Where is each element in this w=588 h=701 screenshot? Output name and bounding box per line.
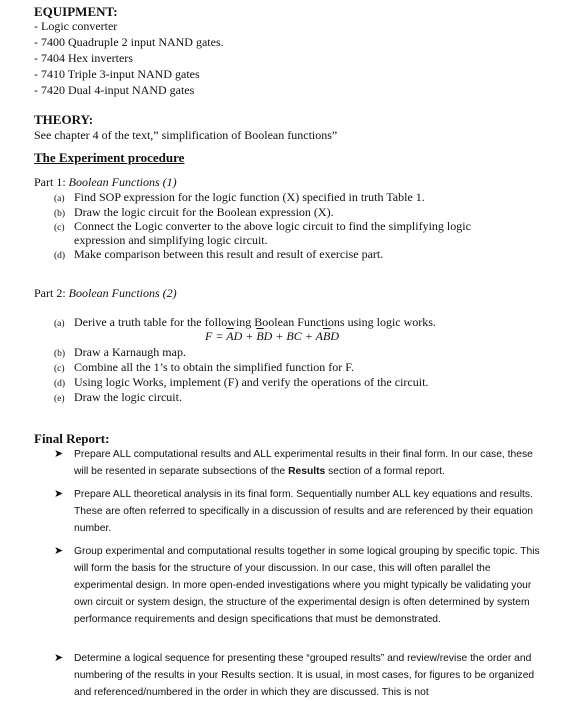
eq-term: $\overline{A}$: [226, 329, 234, 343]
part1-item-b: [54, 205, 334, 220]
eq-term: D: [330, 329, 339, 343]
report-bullet-text: Determine a logical sequence for presenting these “grouped results” and review/revise the order and numbering of the results in your Results section. It is usual, in most cases, for figures to be organized and referenced/numbered in the order in which they are discussed. This is not: [74, 653, 535, 698]
report-bullet-text: Prepare ALL theoretical analysis in its final form. Sequentially number ALL key equations and results. These are often referred to specifically in a discussion of results and are referenced by their equation number.: [74, 489, 534, 534]
equipment-item: - 7420 Dual 4-input NAND gates: [34, 83, 195, 97]
item-text: Draw the logic circuit.: [74, 390, 182, 404]
item-text: Find SOP expression for the logic function (X) specified in truth Table 1.: [74, 190, 425, 204]
item-marker: (a): [54, 319, 65, 329]
equipment-item: - 7400 Quadruple 2 input NAND gates.: [34, 35, 224, 49]
eq-term: $\overline{B}$: [256, 329, 264, 343]
item-text: Combine all the 1’s to obtain the simplified function for F.: [74, 360, 355, 374]
item-text: Derive a truth table for the following Boolean Functions using logic works.: [74, 315, 436, 329]
item-marker: (e): [54, 394, 65, 404]
part1-item-c: [54, 219, 471, 234]
item-marker: (d): [54, 379, 66, 389]
arrow-bullet-icon: ➤: [54, 488, 64, 500]
item-text: Make comparison between this result and result of exercise part.: [74, 247, 384, 261]
item-text: Draw a Karnaugh map.: [74, 345, 186, 359]
part2-item-d: [54, 375, 428, 390]
item-marker: (c): [54, 364, 65, 374]
results-bold: Results: [288, 466, 326, 477]
report-text-part: section of a formal report.: [325, 466, 445, 477]
part2-item-e: [54, 390, 182, 405]
part2-item-a: [54, 315, 436, 330]
boolean-equation: [205, 329, 339, 344]
part2-label: [34, 286, 177, 301]
equipment-heading: EQUIPMENT:: [34, 4, 118, 19]
equipment-item: - Logic converter: [34, 19, 118, 33]
arrow-bullet-icon: ➤: [54, 448, 64, 460]
arrow-bullet-icon: ➤: [54, 545, 64, 557]
eq-term: D + BC + A: [263, 329, 323, 343]
item-marker: (b): [54, 209, 66, 219]
part1-label-text: Part 1:: [34, 175, 66, 189]
equipment-item: - 7410 Triple 3-input NAND gates: [34, 67, 200, 81]
part2-title: Boolean Functions (2): [68, 286, 177, 300]
item-text: Using logic Works, implement (F) and verify the operations of the circuit.: [74, 375, 429, 389]
report-bullet-1: [54, 446, 546, 480]
item-text: Connect the Logic converter to the above logic circuit to find the simplifying logic: [74, 219, 471, 233]
procedure-heading: The Experiment procedure: [34, 150, 185, 165]
report-bullet-2: [54, 486, 546, 537]
report-bullet-text: Group experimental and computational results together in some logical grouping by specific topic. This will form the basis for the structure of your discussion. In our case, this will often parallel the experimental design. In more open-ended investigations where you might typically be validating your own circuit or system design, the structure of the experimental design is often determined by system performance requirements and design specifications that must be demonstrated.: [74, 546, 540, 625]
item-marker: (d): [54, 251, 66, 261]
eq-term: $\overline{B}$: [322, 329, 331, 343]
part1-label: [34, 175, 177, 190]
part1-title: Boolean Functions (1): [68, 175, 177, 189]
item-text: Draw the logic circuit for the Boolean expression (X).: [74, 205, 334, 219]
equipment-item: - 7404 Hex inverters: [34, 51, 133, 65]
theory-heading: THEORY:: [34, 112, 94, 127]
arrow-bullet-icon: ➤: [54, 652, 64, 664]
item-marker: (c): [54, 223, 65, 233]
report-bullet-4: [54, 650, 546, 701]
theory-text: See chapter 4 of the text,” simplification of Boolean functions”: [34, 128, 338, 142]
part1-item-c-cont: expression and simplifying logic circuit.: [74, 233, 268, 247]
item-marker: (a): [54, 194, 65, 204]
report-bullet-3: [54, 543, 546, 628]
part2-label-text: Part 2:: [34, 286, 66, 300]
eq-term: D +: [233, 329, 257, 343]
report-text-part: these will be resented in separate subsections of the: [74, 449, 533, 477]
part2-item-b: [54, 345, 186, 360]
item-marker: (b): [54, 349, 66, 359]
final-report-heading: Final Report:: [34, 431, 110, 446]
part1-item-a: [54, 190, 425, 205]
part1-item-d: [54, 247, 383, 262]
report-bullet-text: Prepare ALL computational results and ALL experimental results in their final form. In our case, these will be resented in separate subsections of the Results section of a formal report.: [74, 449, 533, 477]
eq-lhs: F =: [205, 329, 227, 343]
part2-item-c: [54, 360, 354, 375]
